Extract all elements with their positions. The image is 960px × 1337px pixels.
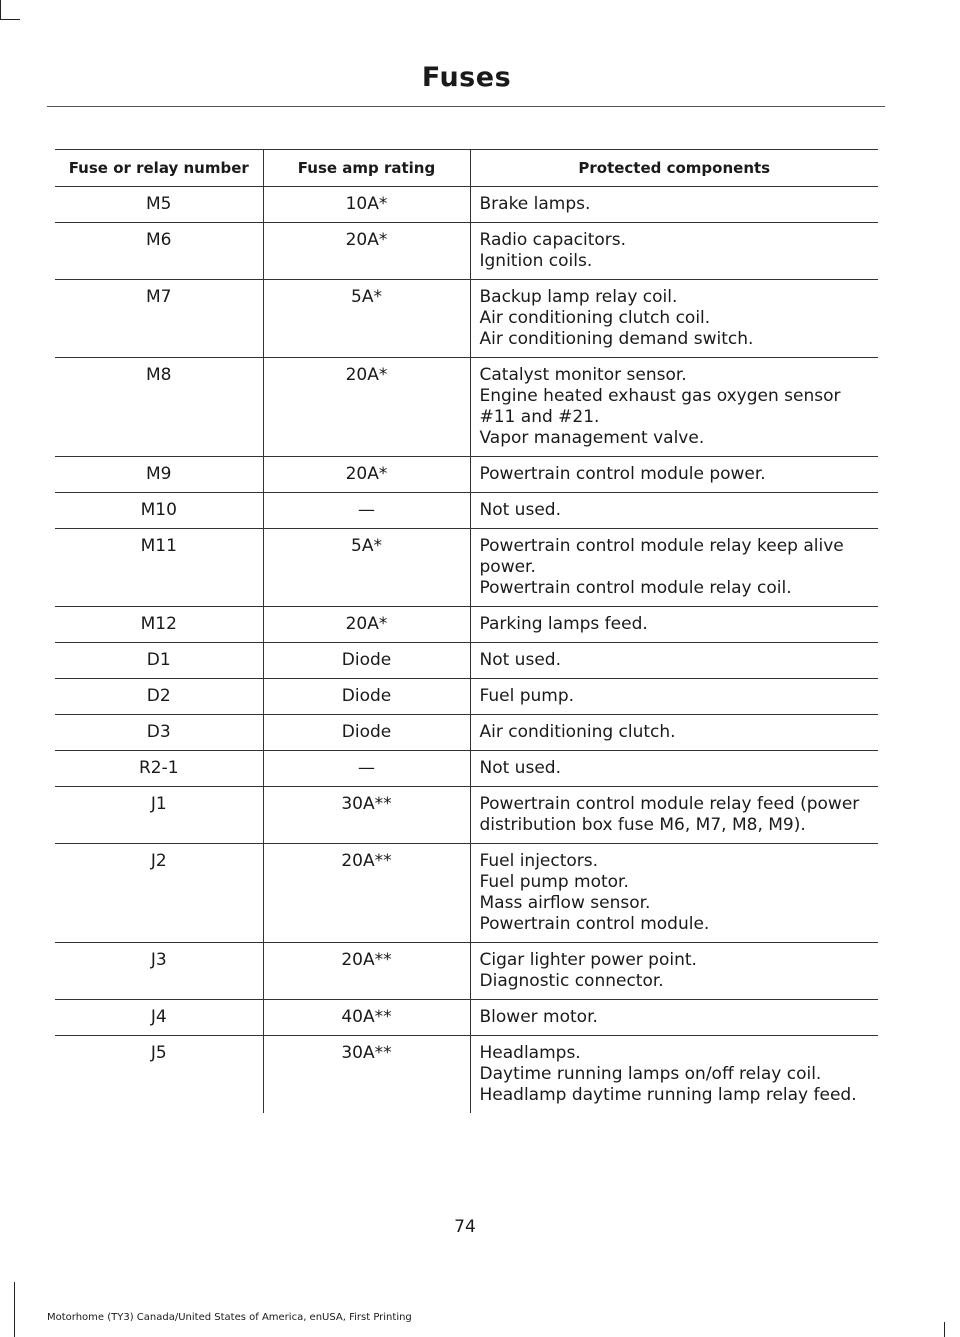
protected-components-cell — [470, 187, 878, 223]
column-header-amp-rating: Fuse amp rating — [263, 150, 470, 187]
protected-components-cell — [470, 787, 878, 844]
fuse-number-cell: D3 — [55, 715, 263, 751]
protected-components-cell — [470, 493, 878, 529]
component-line: Headlamp daytime running lamp relay feed. — [479, 1085, 857, 1105]
amp-rating-cell: 20A* — [263, 457, 470, 493]
amp-rating-cell: 10A* — [263, 187, 470, 223]
fuse-number-cell: M6 — [55, 223, 263, 280]
crop-mark-bottom-right — [944, 1322, 945, 1337]
fuse-number-cell: M8 — [55, 358, 263, 457]
component-line: Fuel pump motor. — [479, 872, 629, 892]
table-row — [55, 943, 878, 1000]
component-line: Headlamps. — [479, 1043, 581, 1063]
protected-components-cell — [470, 679, 878, 715]
component-line: Backup lamp relay coil. — [479, 287, 678, 307]
table-row — [55, 187, 878, 223]
table-row — [55, 787, 878, 844]
component-line: Air conditioning clutch coil. — [479, 308, 711, 328]
component-line: Ignition coils. — [479, 251, 593, 271]
amp-rating-cell: — — [263, 493, 470, 529]
fuse-number-cell: J2 — [55, 844, 263, 943]
component-line: Not used. — [479, 650, 561, 670]
table-row — [55, 715, 878, 751]
table-row — [55, 1036, 878, 1114]
component-line: Vapor management valve. — [479, 428, 705, 448]
component-line: Engine heated exhaust gas oxygen sensor #11 and #21. — [479, 386, 841, 427]
protected-components-cell — [470, 358, 878, 457]
fuse-number-cell: M12 — [55, 607, 263, 643]
fuse-table — [55, 149, 878, 1113]
amp-rating-cell: 20A** — [263, 844, 470, 943]
protected-components-cell — [470, 643, 878, 679]
table-row — [55, 643, 878, 679]
component-line: Powertrain control module. — [479, 914, 710, 934]
component-line: Diagnostic connector. — [479, 971, 664, 991]
protected-components-cell — [470, 1036, 878, 1114]
fuse-number-cell: R2-1 — [55, 751, 263, 787]
amp-rating-cell: 30A** — [263, 787, 470, 844]
component-line: Parking lamps feed. — [479, 614, 648, 634]
amp-rating-cell: 20A** — [263, 943, 470, 1000]
table-row — [55, 223, 878, 280]
table-header-row — [55, 150, 878, 187]
fuse-number-cell: J3 — [55, 943, 263, 1000]
amp-rating-cell: 20A* — [263, 223, 470, 280]
component-line: Not used. — [479, 758, 561, 778]
amp-rating-cell: 20A* — [263, 607, 470, 643]
amp-rating-cell: Diode — [263, 679, 470, 715]
crop-mark-top-left — [0, 0, 1, 20]
protected-components-cell — [470, 1000, 878, 1036]
component-line: Mass airflow sensor. — [479, 893, 651, 913]
protected-components-cell — [470, 223, 878, 280]
component-line: Powertrain control module relay coil. — [479, 578, 792, 598]
table-row — [55, 280, 878, 358]
fuse-number-cell: M11 — [55, 529, 263, 607]
table-row — [55, 607, 878, 643]
protected-components-cell — [470, 529, 878, 607]
table-row — [55, 1000, 878, 1036]
component-line: Air conditioning demand switch. — [479, 329, 754, 349]
table-row — [55, 529, 878, 607]
component-line: Fuel injectors. — [479, 851, 599, 871]
fuse-number-cell: M5 — [55, 187, 263, 223]
page-number: 74 — [454, 1217, 476, 1237]
component-line: Catalyst monitor sensor. — [479, 365, 687, 385]
component-line: Blower motor. — [479, 1007, 598, 1027]
amp-rating-cell: Diode — [263, 715, 470, 751]
protected-components-cell — [470, 280, 878, 358]
amp-rating-cell: 5A* — [263, 280, 470, 358]
table-row — [55, 457, 878, 493]
component-line: Powertrain control module power. — [479, 464, 766, 484]
protected-components-cell — [470, 943, 878, 1000]
table-row — [55, 358, 878, 457]
protected-components-cell — [470, 715, 878, 751]
header-rule — [47, 106, 885, 107]
component-line: Powertrain control module relay keep alive power. — [479, 536, 844, 577]
fuse-number-cell: M10 — [55, 493, 263, 529]
footer-text: Motorhome (TY3) Canada/United States of America, enUSA, First Printing — [47, 1312, 412, 1323]
fuse-number-cell: M7 — [55, 280, 263, 358]
table-row — [55, 751, 878, 787]
fuse-number-cell: D1 — [55, 643, 263, 679]
amp-rating-cell: — — [263, 751, 470, 787]
component-line: Radio capacitors. — [479, 230, 627, 250]
component-line: Air conditioning clutch. — [479, 722, 676, 742]
amp-rating-cell: Diode — [263, 643, 470, 679]
fuse-number-cell: J1 — [55, 787, 263, 844]
amp-rating-cell: 5A* — [263, 529, 470, 607]
fuse-number-cell: M9 — [55, 457, 263, 493]
protected-components-cell — [470, 844, 878, 943]
page-title: Fuses — [421, 62, 512, 93]
component-line: Not used. — [479, 500, 561, 520]
column-header-protected-components: Protected components — [470, 150, 878, 187]
crop-mark-top-left-h — [0, 19, 20, 20]
fuse-number-cell: D2 — [55, 679, 263, 715]
column-header-fuse-number: Fuse or relay number — [55, 150, 263, 187]
protected-components-cell — [470, 457, 878, 493]
component-line: Daytime running lamps on/off relay coil. — [479, 1064, 822, 1084]
component-line: Brake lamps. — [479, 194, 591, 214]
table-row — [55, 679, 878, 715]
fuse-number-cell: J5 — [150, 1043, 167, 1063]
amp-rating-cell: 20A* — [263, 358, 470, 457]
component-line: Fuel pump. — [479, 686, 575, 706]
protected-components-cell — [470, 751, 878, 787]
component-line: Cigar lighter power point. — [479, 950, 697, 970]
table-row — [55, 493, 878, 529]
component-line: Powertrain control module relay feed (power distribution box fuse M6, M7, M8, M9). — [479, 794, 860, 835]
fuse-number-cell: J4 — [55, 1000, 263, 1036]
table-row — [55, 844, 878, 943]
amp-rating-cell: 30A** — [263, 1036, 470, 1114]
amp-rating-cell: 40A** — [263, 1000, 470, 1036]
crop-mark-bottom-left — [14, 1282, 15, 1337]
protected-components-cell — [470, 607, 878, 643]
